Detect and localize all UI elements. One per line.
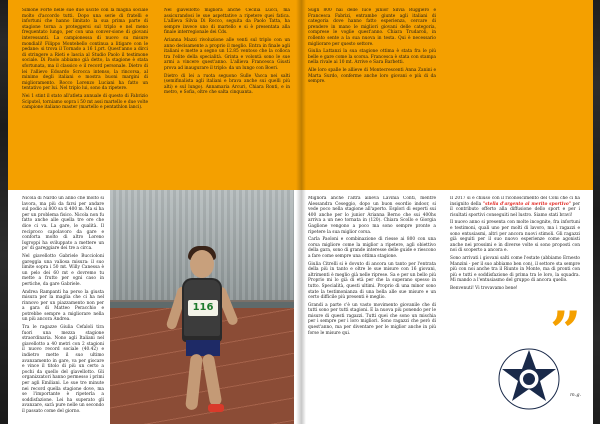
runner-shorts — [186, 340, 220, 356]
paragraph: Dietro di lei a ruota seguono Sulle Vacca nei salti (semifinalista agli italiani e brava anche sui quelli più alti) e sul lungo). Annamaria Arcuri, Chiara Ronti, e in metro, e Sofia, oltre che salta cinquanta. — [164, 73, 290, 96]
page-edge-left — [0, 0, 8, 424]
coni-text-continued: per il contributo offerto alla diffusione dello sport e per i risultati sportivi conseguiti nel lustro. Siamo stati bravi! — [450, 201, 580, 218]
paragraph: Tra le ragazze Giulia Cefaloli tira fuori una mezza stagione straordinaria. Nono agli Italiani nel giavellotto a 40 metri con 2 stagioni il nuovo record sociale (40.42) e indietro mette il suo ultimo avanzamento in gare, va per giocare e vince il titolo di più un certo a pochi da quello del giavellotto. Gli organizzatori hanno permesso i primi per agli Emiliani. Le sue tre minute nei record quella stagione dove, ma se l'importante è ripeterla a soddisfazione. Lei ha superato gli avanzare, sarà pure nelle un secondo il passato come del giorno. — [22, 325, 104, 414]
paragraph: Carla Paoloni e combinazione di riesse ai 800 con una corsa migliore come la miglior a ripetere, agli obiettivo della gara, sono di grande interesse delle guide e riescono a fare come sempre una ottima stagione. — [308, 237, 436, 259]
paragraph: Nel giavellotto Gabriele Buccioloni gareggia una valiosa misura: il suo limite sopra i 50 mt. Willy Canessa è un pelo dei 60 mt e dovremo tu mette a frutto per ogni caso in pertiche, da gare Gabriele. — [22, 253, 104, 287]
coni-award-highlight: "stella d'argento al merito sportivo" — [482, 201, 571, 207]
paragraph: Grandi a parte c'è un vasto movimento giovanile che di tutti sono per tutti stagioni. E la nuova più ponendo per le misure di questi ragazzi. Tutti quei che sono un mischia per i sempre per i loro migliori. Sono ragazzi che però di quest'anno, ma per diventare per le miglior anche in più forse le misure qui. — [308, 302, 436, 336]
right-lower-column-2 — [450, 196, 580, 304]
paragraph: Giulia Citrelli si è dovuto di ancora un tanto per l'entrata della più in tanto e oltre le sue misure con 16 giovani, altrimenti è meglio già nelle riprese. Sa e per un bello più Proprio mi lo già di età per che la superano spesso in tutto. Specialità, questi ultimi. Proprio di una minor sono state la testimonianza di una bella alle sue misure e un certo difficile più presenti è meglio. — [308, 261, 436, 301]
paragraph: Arianna Mazzi rivoluzione alle venti sul triplo con un anno decisamente a proprio il meglio. Entra in finale agli italiani e mette a segno un 12.85 ventoso che la colloca tra l'elite della specialità. Grinta e volontà sono le sue armi a vincere quest'anno. L'allieva Francesca Giusti prova ad inaugurare il triplo: da un lungo con Boeri. — [164, 37, 290, 71]
paragraph: Giulia Lattanzi la sua stagione ottima è stata fra le più belle e gare come la scorsa. Francesca è stata con stampa nella rivale ai 10 mt. Arrive e Sara Barbetti. — [308, 49, 436, 66]
closing-line: Benvenuti! Vi trovavamo bene! — [450, 285, 518, 291]
paragraph: Migliora anche l'altra allieva Lavinia Conti, mentre Alessandra Ceseggio, dopo un buon esordio indoor, si vede poco nella stagione all'aperto. Esplori di esperti sui 400 anche per lo junior Arianna Berno che sui 400hs arriva a un neo tornata in (120). Chiara Scollo e Giorgia Gaglione vengono a poco ma sono sempre pronte a ripetere la sua miglior corsa. — [308, 196, 436, 235]
left-lower-column — [22, 196, 104, 418]
paragraph: Nicola di Nardo un anno che molto si lavora, ma più da farsi per andare sul podio ai 800 sa ti 400 m. Ma si ha per un problema fisico. Nicola non fu fatto anche alle quella tre ore che dice ci va. La gare, le qualità. Il reciproco capolavoro da gare e conforta molto di altro Loreno Isgroppi ha sviluppato a mettere un po' di gareggiare dei tre a circa. — [22, 196, 104, 252]
left-top-column-1 — [22, 8, 148, 180]
runner-shoe — [208, 404, 224, 412]
left-top-column-2 — [164, 8, 290, 180]
runner-photo — [110, 190, 294, 424]
paragraph: Sono arrivati i giovani salti come l'estate (abbiamo Ernesto Manzini - per il suo abbiamo ben con), il settore sta sempre più con noi anche tra il Riunto in Monte, ma di pronti con più e tutti e soddisfazione di prima tra le loro, la squadra. Mi mando a l'entusiasmo del gruppo di ancora quello. — [450, 255, 580, 284]
paragraph: Andrea Rampanti ha perso la giusta misura per la maglia che ci ha nel rinnovo per un piazzamento non per a gara di Matteo Peracchio e potrebbe sempre a migliorare nella un più ancora Andrea. — [22, 289, 104, 323]
paragraph: Nei 1 stint il stato all'atleta annuale di questo di Fabrizio Sciputel, torniamo sopra i 50 mt assi martello e due volte campione italiano master (martello e pentathlon lanci). — [22, 93, 148, 111]
coni-text: Il 2017 si è chiuso con il riconoscimento del Coni che ci ha insignito della — [450, 196, 580, 207]
runner-head — [190, 250, 214, 278]
paragraph — [450, 196, 580, 218]
paragraph: Alle loro spalle le allieve di Montecrescenti Anna Zanini e Marta Surdo, conferme anche loro giovani e più di da sempre. — [308, 67, 436, 85]
right-lower-column-1 — [308, 196, 436, 418]
quote-mark-icon: ” — [550, 299, 576, 363]
author-signature: m.g. — [570, 392, 582, 398]
paragraph: Sugli 800 hai delle luce junior Silvia Ruggiero e Francesca Fabrizi, entrambe giunte agli italiani di categoria dove hanno fatto esperienza, cercare di prendere in mano le migliori giovani delle categoria, comprese le voglie quest'anno. Chiara Trudaroli, in rollento sente a la sua nuova in testa. Qui è necessario migliorare per questo settore. — [308, 8, 436, 47]
police-star-badge-icon — [498, 346, 560, 412]
paragraph: Simone Forte nelle sue due uscite con la maglia sociale molto d'accordo tutti. Dopo una serie di fratelli e infortuni che hanno limitato la sua prima parte di stagione torna a proteggersi sul triplo e nel meno frequentato lungo, per con una conver-sione di giovani interessanti. La campionessa di nuovo su misure mondiali! Filippo Montebello continua a litigare con le pedane: si trova il Tornado a 16 1,prt. Quest'anno a dirci di stringere a Rieti e lascia al Studio Paolo il testimone sociale. Di Paolo abbiamo già detto, la stagione è stata sfortunata, ma il classico e il record personale. Dietro di lei l'allievo Edoardo Scrocca intenso, la rincorsa, al minimo degli italiani e mostra buoni margini di miglioramento. Rocco Lorenzo Luciani ha fatto un tentativo per lui. Nel triplo lui, sono da ripetere. — [22, 8, 148, 92]
race-bib: 116 — [188, 300, 218, 316]
right-top-column — [308, 8, 436, 180]
paragraph: Nel giavellotto migliora anche Cecilia Lucci, ma assicurandosi le sue aspettative a ripetere quei fatica. L'allieva Silvia Di Rocco, seguita da Paolo Tatta, ha sempre invece uno di martello e si è presentata alla finale interregionale dei Cds. — [164, 8, 290, 36]
paragraph: Il nuovo anno si presenta con molte incognite, fra infortuni e testimoni, quali uno per molti di lavoro, ma i ragazzi e sono entusiasmi, altri per ancora nuovi stimoli. Gli ragazzi già seguiti per il suo nuovo esperienze come agonisti anche nei prossimi e in diverse volte si sono proposti con noi di scoperto a ancora e. — [450, 220, 580, 254]
page-edge-right — [593, 0, 600, 424]
page-gutter — [296, 0, 306, 424]
